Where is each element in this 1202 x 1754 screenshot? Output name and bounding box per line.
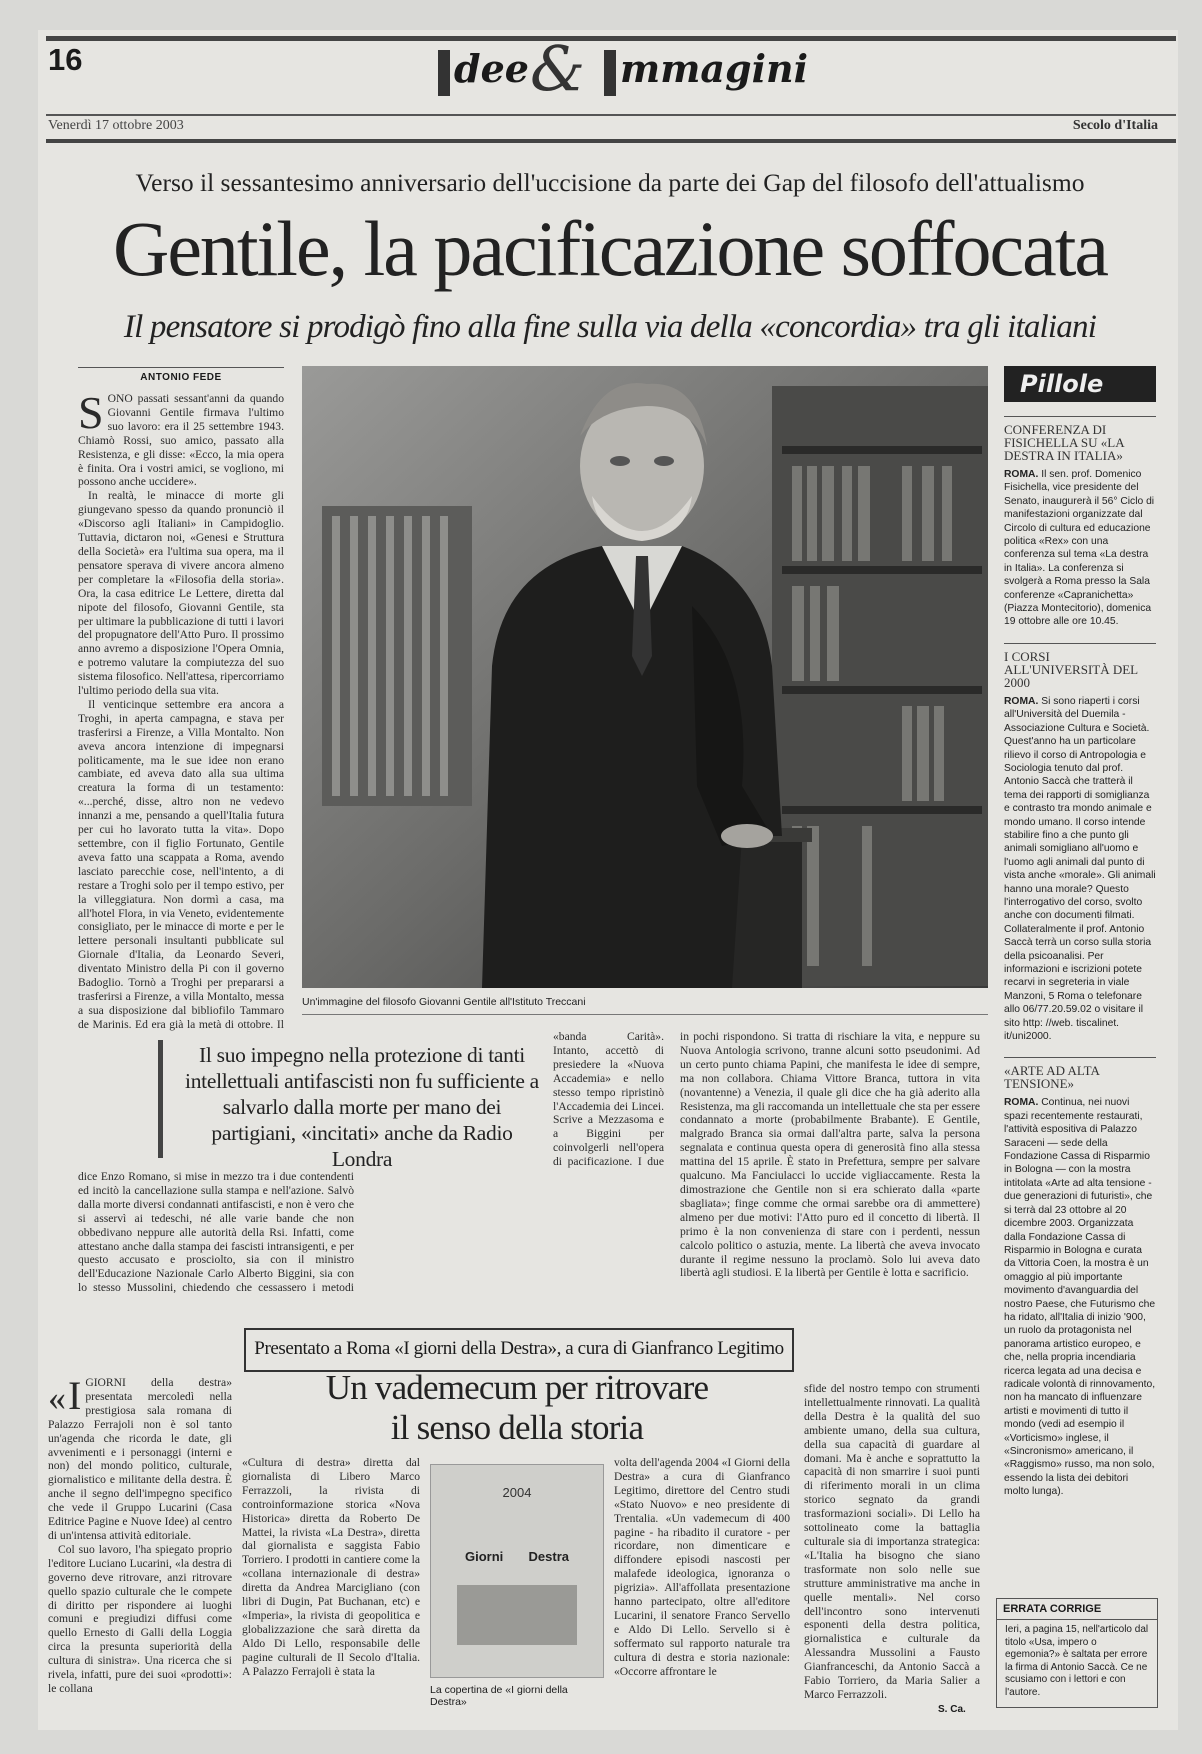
box-quote-mark: «	[48, 1378, 66, 1418]
masthead-rule-2	[46, 139, 1176, 143]
box-paragraph: GIORNI della destra» presentata mercoledì nella prestigiosa sala romana di Palazzo Ferrajoli non è sol tanto un'agenda che ricorda le date, gli avvenimenti e i personaggi (interni e non) del mondo politico, culturale, giornalistico e militante della destra. È anche il segno dell'impegno specifico che vede il Gruppo Lucarini (Casa Editrice Pagine e Nuove Idee) al centro di un'intensa attività editoriale.	[48, 1376, 232, 1542]
top-rule	[46, 36, 1176, 41]
pillole-item-text: Si sono riaperti i corsi all'Università del Duemila - Associazione Cultura e Società. Quest'anno ha un particolare rilievo il corso di Antropologia e Sociologia tenuto dal prof. Antonio Saccà che tratterà il tema dei rapporti di somiglianza e contrasto tra mondo animale e mondo umano. Il corso intende stabilire fino a che punto gli animali somigliano all'uomo e l'uomo agli animali dal punto di vista anche «morale». Gli animali hanno una morale? Questo l'interrogativo del corso, svolto anche con documenti filmati. Collateralmente il prof. Antonio Saccà terrà un corso sulla storia della psicoanalisi. Per informazioni e iscrizioni potete recarvi in segreteria in viale Manzoni, 5 Roma o telefonare allo 06/77.20.59.02 o visitare il sito http: //web. tiscalinet. it/uni2000.	[1004, 695, 1156, 1043]
photo-caption: Un'immagine del filosofo Giovanni Gentile all'Istituto Treccani	[302, 996, 586, 1008]
byline-rule	[78, 367, 284, 368]
book-year: 2004	[502, 1485, 532, 1500]
book-cover-flag	[457, 1585, 577, 1645]
pillole-header: Pillole	[1004, 366, 1156, 402]
box-column-3	[614, 1456, 790, 1716]
article-kicker: Verso il sessantesimo anniversario dell'uccisione da parte dei Gap del filosofo dell'attualismo	[135, 168, 1085, 197]
photo-illustration	[302, 366, 988, 988]
pillole-item-lead: ROMA.	[1004, 469, 1039, 480]
section-ampersand: &	[530, 32, 586, 105]
pillole-item-lead: ROMA.	[1004, 695, 1039, 707]
pillole-sidebar	[1004, 366, 1156, 1584]
errata-body: Ieri, a pagina 15, nell'articolo dal titolo «Usa, impero o egemonia?» è saltata per errore la firma di Antonio Saccà. Ce ne scusiamo con i lettori e con l'autore.	[1005, 1624, 1149, 1698]
section-title	[438, 32, 809, 105]
article-column-1	[78, 392, 284, 1032]
article-paragraph: Il venticinque settembre era ancora a Troghi, in aperta campagna, e stava per trasferirsi a Firenze, a Villa Montalto. Non aveva ancora intenzione di impegnarsi politicamente, ma le sue idee non erano cambiate, ed aveva dato alla sua ultima creatura la forma di un testamento: «...perché, disse, altro non ne vedevo innanzi a me, pensando a quell'Italia futura per cui ho lavorato tutta la vita». Dopo settembre, con il figlio Fortunato, Gentile aveva fatto una scappata a Roma, avendo lasciato parecchie cose, nell'intento, a di restare a Troghi solo per il tempo estivo, per la villeggiatura. Non dormì a casa, ma all'hotel Flora, in via Veneto, evidentemente consigliato, per le minacce di morte e per le lettere personali insultanti pubblicate sul Giornale d'Italia, da Leonardo Severi, diventato Ministro della Pi con il governo Badoglio. Tornò a Troghi per prepararsi a trasferirsi a Firenze, a villa Montalto, messa a sua disposizione dal bibliofilo Tammaro de Marinis. Ed era già la metà di ottobre. Il	[78, 697, 284, 1031]
pillole-item-head: I CORSI ALL'UNIVERSITÀ DEL 2000	[1004, 643, 1156, 689]
box-headline-line: Un vademecum per ritrovare	[325, 1368, 709, 1407]
box-paragraph: «Cultura di destra» diretta dal giornalista di Libero Marco Ferrazzoli, la rivista di controinformazione storica «Nova Historica» diretta da Roberto De Mattei, la rivista «La Destra», diretta dal giornalista e saggista Fabio Torriero. I prodotti in cantiere come la «collana internazionale di destra» diretta da Andrea Marcigliano (con libri di Dugin, Pat Buchanan, etc) e «Imperia», la rivista di geopolitica e globalizzazione che sarà diretta da Aldo Di Lello, responsabile delle pagine culturali de Il Secolo d'Italia. A Palazzo Ferrajoli è stata la	[242, 1456, 420, 1678]
article-paragraph: In realtà, le minacce di morte gli giungevano spesso da quando pronunciò il «Discorso agli Italiani» in Campidoglio. Tuttavia, dictaron noi, «Genesi e Struttura della Società» era l'ultima sua opera, ma il pensatore sperava di vivere ancora almeno per completare la «Filosofia della storia». Ora, la casa editrice Le Lettere, diretta dal nipote del filosofo, Giovanni Gentile, sta per ultimare la pubblicazione di tutti i lavori del propugnatore dell'Atto Puro. Il prossimo anno avremo a disposizione l'Opera Omnia, e potremo valutare la compiutezza del suo sistema filosofico. Nell'attesa, ripercorriamo l'ultimo periodo della sua vita.	[78, 489, 284, 698]
article-headline: Gentile, la pacificazione soffocata	[112, 205, 1107, 292]
pillole-item-body	[1004, 468, 1156, 629]
pillole-item	[1004, 1057, 1156, 1498]
book-cover	[430, 1464, 604, 1678]
box-kicker-frame	[244, 1328, 794, 1372]
pullquote-box	[158, 1040, 543, 1171]
box-drop-cap: I	[68, 1376, 82, 1418]
book-title	[431, 1549, 603, 1564]
pillole-item-body	[1004, 695, 1156, 1044]
masthead-rule	[46, 114, 1176, 116]
caption-rule	[302, 1014, 988, 1015]
book-title-word: Destra	[528, 1549, 569, 1564]
box-headline	[244, 1368, 790, 1448]
pillole-item-head: «ARTE AD ALTA TENSIONE»	[1004, 1057, 1156, 1090]
section-word1: dee	[454, 46, 529, 91]
box-column-2	[242, 1456, 420, 1716]
pillole-item-head: CONFERENZA DI FISICHELLA SU «LA DESTRA IN ITALIA»	[1004, 416, 1156, 462]
issue-date: Venerdì 17 ottobre 2003	[48, 118, 184, 133]
box-signature: S. Ca.	[938, 1704, 966, 1715]
pillole-item	[1004, 643, 1156, 1044]
pullquote-text: Il suo impegno nella protezione di tanti intellettuali antifascisti non fu sufficiente a salvarlo dalla morte per mano dei partigiani, «incitati» anche da Radio Londra	[185, 1043, 539, 1171]
byline: ANTONIO FEDE	[140, 372, 222, 383]
article-paragraph: «banda Carità». Intanto, accettò di presiedere la «Nuova Accademia» e nello stesso tempo ripristinò l'Accademia dei Lincei. Scrive a Mezzasoma e a Biggini per coinvolgerli nell'opera di pacificazione. I due	[553, 1030, 664, 1169]
gentile-photo	[302, 366, 988, 988]
section-letter2-bar	[604, 50, 616, 96]
box-paragraph: Col suo lavoro, l'ha spiegato proprio l'editore Luciano Lucarini, «la destra di governo deve ritrovare, anzi ritrovare quello spazio culturale che le compete di diritto per rispondere ai luoghi comuni e pregiudizi diffusi come quello Ernesto di Galli della Loggia circa la presunta superiorità della cultura di sinistra». Una ricerca che si rivela, infatti, pure dei suoi «prodotti»: le collana	[48, 1542, 232, 1695]
errata-box	[996, 1598, 1158, 1708]
box-kicker: Presentato a Roma «I giorni della Destra», a cura di Gianfranco Legitimo	[254, 1338, 784, 1359]
section-letter1-bar	[438, 50, 450, 96]
paper-name: Secolo d'Italia	[1072, 118, 1158, 133]
box-column-4	[804, 1382, 980, 1702]
article-column-2-top	[553, 1030, 664, 1170]
box-column-1	[48, 1376, 232, 1716]
page-number: 16	[48, 42, 83, 77]
section-word2: mmagini	[620, 46, 809, 91]
article-paragraph: ONO passati sessant'anni da quando Giovanni Gentile firmava l'ultimo suo lavoro: era il 25 settembre 1943. Chiamò Rossi, suo amico, passato alla Resistenza, e gli disse: «Ecco, la mia opera è finita. Ora i vostri amici, se vogliono, mi possono anche uccidere».	[78, 392, 284, 489]
box-paragraph: sfide del nostro tempo con strumenti intellettualmente rinnovati. La qualità della Destra è la qualità del suo ambiente umano, della sua cultura, della sua capacità di guardare al domani. Ma è anche e soprattutto la capacità di non smarrire i suoi punti di riferimento morali in un clima storico segnato da grandi trasformazioni sociali». Di Lello ha sottolineato come la battaglia culturale sia di importanza strategica: «L'Italia ha bisogno che siano trasformate non solo nelle sue strutture amministrative ma anche in quelle mentali». Nel corso dell'incontro sono intervenuti esponenti della destra politica, giornalistica e culturale da Alessandra Mussolini a Fausto Gianfranceschi, da Antonio Saccà a Fabio Torriero, da Maria Salier a Marco Ferrazzoli.	[804, 1382, 980, 1701]
drop-cap: S	[78, 392, 104, 438]
book-title-word: Giorni	[465, 1549, 504, 1564]
article-paragraph: in pochi rispondono. Si tratta di rischiare la vita, e neppure su Nuova Antologia scrivono, tranne alcuni sotto pseudonimi. Ad un certo punto chiama Papini, che manifesta le idee di sempre, ma non collabora. Chiama Vittore Branca, tuttora in vita (novantenne) a Venezia, il quale gli dice che ha già aderito alla Resistenza, ma gli raccomanda un intellettuale che sta per essere condannato a morte (probabilmente Brabante). E Gentile, malgrado Branca sia ormai dall'altra parte, salva la persona segnalata e continua questa opera di generosità fino alla stessa mattina del 15 aprile. È stato in Prefettura, sempre per salvare qualcuno. Ma Fanciulacci lo uccide vigliaccamente. Resta la dimostrazione che Gentile non si era schierato dalla «parte sbagliata»; finge comme che ormai sarebbe ora di ammettere) almeno per due motivi: l'Atto puro ed il concetto di libertà. Il primo è la non convenienza di stare con i perdenti, nessun calcolo politico o astuzia, mente. La libertà che aveva invocato durante il regime nessuno la proclamò. Solo lui aveva dato libertà agli studiosi. E la libertà per Gentile è lotta e sacrificio.	[680, 1030, 980, 1280]
article-paragraph: dice Enzo Romano, si mise in mezzo tra i due contendenti ed incitò la cancellazione sulla stampa e nell'azione. Salvò dalla morte diversi condannati antifascisti, e non è vero che si asservì ai tedeschi, né alle varie bande che non obbedivano neppure alle autorità della Rsi. Infatti, come attestano anche dalla stampa dei fascisti intransigenti, e per questo accusato e prosciolto, sia con il ministro dell'Educazione Nazionale Carlo Alberto Biggini, sia con lo stesso Mussolini, chiedendo che cessassero i metodi	[78, 1170, 354, 1295]
pillole-item-body	[1004, 1096, 1156, 1498]
book-caption: La copertina de «I giorni della Destra»	[430, 1684, 568, 1708]
article-column-3	[680, 1030, 980, 1296]
article-subheadline: Il pensatore si prodigò fino alla fine sulla via della «concordia» tra gli italiani	[123, 309, 1097, 345]
box-headline-line: il senso della storia	[390, 1408, 644, 1447]
article-column-1-bottom	[78, 1170, 354, 1296]
pillole-item	[1004, 416, 1156, 629]
pillole-item-text: Continua, nei nuovi spazi recentemente restaurati, l'attività espositiva di Palazzo Saraceni — sede della Fondazione Cassa di Risparmio in Bologna — con la mostra intitolata «Arte ad alta tensione - due generazioni di futuristi», che si terrà dal 23 ottobre al 20 dicembre 2003. Organizzata dalla Fondazione Cassa di Risparmio in Bologna e curata da Vittoria Coen, la mostra è un omaggio al più importante movimento d'avanguardia del nostro Paese, che Futurismo che ha ridato, all'Italia di inizio '900, un ruolo da protagonista nel panorama artistico europeo, e che, nella propria incendiaria ricerca legata ad una decisa e radicale volontà di rinnovamento, non ha mancato di influenzare artisti e movimenti di tutto il mondo (vedi ad esempio il «Vorticismo» inglese, il «Sincronismo» americano, il «Raggismo» russo, ma non solo, essendo la lista dei debitori molto lunga).	[1004, 1097, 1156, 1498]
pillole-item-lead: ROMA.	[1004, 1097, 1039, 1109]
pillole-item-text: Il sen. prof. Domenico Fisichella, vice presidente del Senato, inaugurerà il 56° Ciclo di manifestazioni organizzate dal Circolo di cultura ed educazione politica «Rex» con una conferenza sul tema «La destra in Italia». La conferenza si svolgerà a Roma presso la Sala conferenze «Capranichetta» (Piazza Montecitorio), domenica 19 ottobre alle ore 10.45.	[1004, 469, 1155, 628]
box-paragraph: volta dell'agenda 2004 «I Giorni della Destra» a cura di Gianfranco Legitimo, direttore del Centro studi «Stato Nuovo» e neo presidente di Trentalia. «Un vademecum di 400 pagine - ha ribadito il curatore - per ricordare, non dimenticare e diffondere episodi nascosti per malafede ideologica, ignoranza o pigrizia». All'affollata presentazione hanno partecipato, oltre all'editore Lucarini, il senatore Franco Servello e Aldo Di Lello. Servello si è soffermato sul rapporto naturale tra cultura di destra e storia nazionale: «Occorre affrontare le	[614, 1456, 790, 1678]
errata-title: ERRATA CORRIGE	[997, 1599, 1157, 1620]
